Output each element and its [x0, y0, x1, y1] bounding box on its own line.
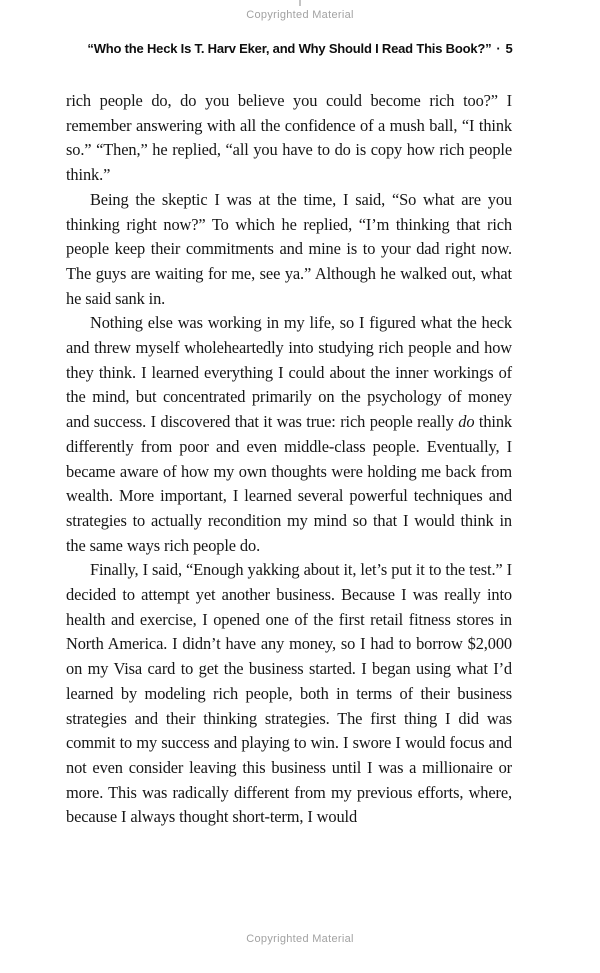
body-text	[66, 89, 512, 830]
copyright-notice-top: Copyrighted Material	[246, 9, 354, 21]
paragraph-3-text-a: Nothing else was working in my life, so I figured what the heck and threw myself wholeheartedly into studying rich people and how they think. I learned everything I could about the inner workings of the mind, but concentrated primarily on the psychology of money and success. I discovered that it was true: rich people really	[66, 313, 512, 432]
page-edge-mark	[299, 0, 301, 6]
paragraph-4-text: Finally, I said, “Enough yakking about it, let’s put it to the test.” I decided to attempt yet another business. Because I was really into health and exercise, I opened one of the first retail fitness stores in North America. I didn’t have any money, so I had to borrow $2,000 on my Visa card to get the business started. I began using what I’d learned by modeling rich people, both in terms of their business strategies and their thinking strategies. The first thing I did was commit to my success and playing to win. I swore I would focus and not even consider leaving this business until I was a millionaire or more. This was radically different from my previous efforts, where, because I always thought short-term, I would	[66, 560, 512, 827]
copyright-notice-bottom: Copyrighted Material	[246, 933, 354, 945]
page-number: 5	[505, 41, 513, 56]
paragraph-2	[66, 188, 512, 312]
paragraph-2-text: Being the skeptic I was at the time, I said, “So what are you thinking right now?” To which he replied, “I’m thinking that rich people keep their commitments and mine is to your dad right now. The guys are waiting for me, see ya.” Although he walked out, what he said sank in.	[66, 189, 512, 308]
running-head-title: “Who the Heck Is T. Harv Eker, and Why Should I Read This Book?”	[87, 41, 492, 56]
paragraph-3-text-b: think differently from poor and even middle-class people. Eventually, I became aware of how my own thoughts were holding me back from wealth. More important, I learned several powerful techniques and strategies to actually recondition my mind so that I would think in the same ways rich people do.	[66, 412, 512, 555]
paragraph-3-italic-word: do	[458, 412, 475, 432]
paragraph-1-text: rich people do, do you believe you could become rich too?” I remember answering with all the confidence of a mush ball, “I think so.” “Then,” he replied, “all you have to do is copy how rich people think.”	[66, 91, 512, 185]
paragraph-4	[66, 558, 512, 830]
paragraph-1	[66, 89, 512, 188]
running-head-separator: ·	[496, 41, 501, 56]
running-head	[0, 41, 600, 56]
paragraph-3	[66, 311, 512, 558]
